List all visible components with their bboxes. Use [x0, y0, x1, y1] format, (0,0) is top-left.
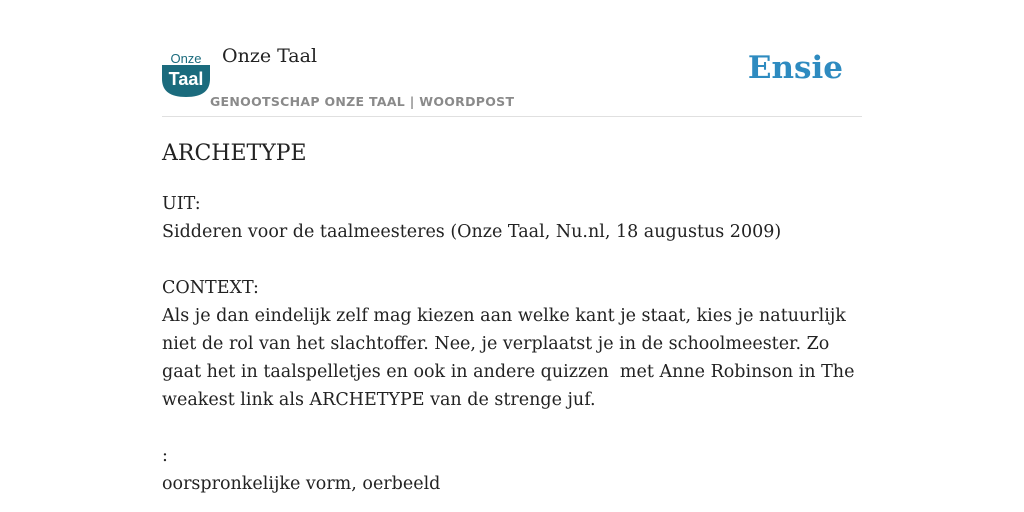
spacer — [162, 246, 862, 274]
onze-taal-logo[interactable] — [162, 53, 210, 97]
context-label: CONTEXT: — [162, 278, 259, 298]
brand-logo[interactable]: Ensie — [747, 50, 843, 86]
org-name[interactable]: Onze Taal — [222, 45, 318, 67]
source-text: Sidderen voor de taalmeesteres (Onze Taal, Nu.nl, 18 augustus 2009) — [162, 222, 782, 242]
logo-bottom-text: Taal — [168, 69, 204, 89]
definition-text: oorspronkelijke vorm, oerbeeld — [162, 474, 441, 494]
definition-label: : — [162, 446, 168, 466]
logo-top-text: Onze — [170, 53, 202, 66]
entry-title: ARCHETYPE — [162, 141, 307, 166]
site-header — [162, 40, 862, 117]
source-label: UIT: — [162, 194, 201, 214]
org-subtitle: GENOOTSCHAP ONZE TAAL | WOORDPOST — [210, 94, 515, 109]
entry-content — [162, 128, 862, 498]
spacer — [162, 414, 862, 442]
context-text: Als je dan eindelijk zelf mag kiezen aan welke kant je staat, kies je natuurlijk niet de rol van het slachtoffer. Nee, je verplaatst je in de schoolmeester. Zo gaat het in taalspelletjes en ook in andere quizzen met Anne Robinson in The weakest link als ARCHETYPE van de strenge juf. — [162, 306, 861, 410]
spacer — [162, 180, 862, 190]
